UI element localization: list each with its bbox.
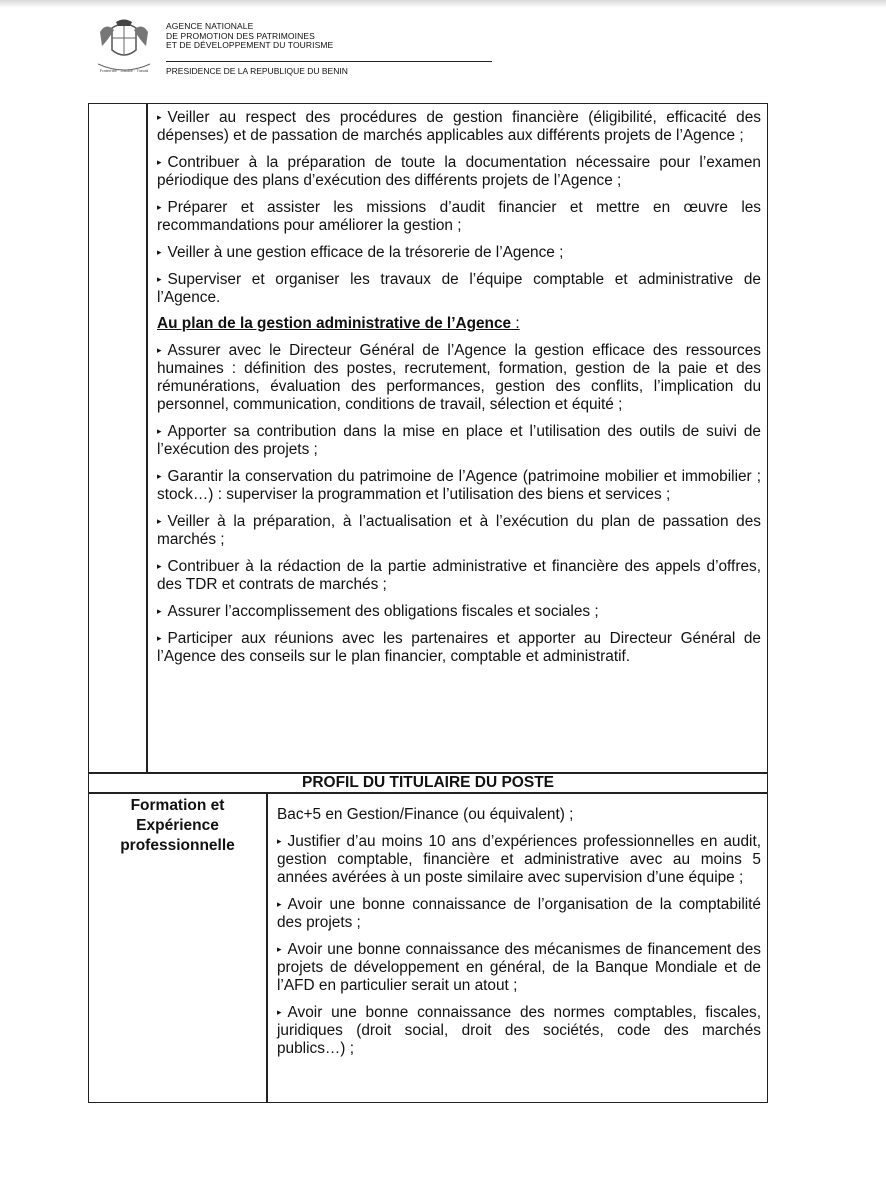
list-item: ▸ Contribuer à la préparation de toute la documentation nécessaire pour l’examen périodique des plans d’exécution des différents projets de l’Agence ; bbox=[157, 154, 761, 189]
bullet-arrow-icon: ▸ bbox=[157, 112, 162, 122]
benin-coat-of-arms-logo bbox=[92, 18, 156, 78]
profile-section-title: PROFIL DU TITULAIRE DU POSTE bbox=[301, 774, 555, 791]
bullet-arrow-icon: ▸ bbox=[277, 899, 282, 909]
bullet-arrow-icon: ▸ bbox=[157, 606, 162, 616]
list-item: ▸ Superviser et organiser les travaux de l’équipe comptable et administrative de l’Agence. bbox=[157, 271, 761, 306]
bullet-arrow-icon: ▸ bbox=[157, 633, 162, 643]
bullet-arrow-icon: ▸ bbox=[277, 944, 282, 954]
bullet-arrow-icon: ▸ bbox=[157, 426, 162, 436]
list-item: ▸ Garantir la conservation du patrimoine de l’Agence (patrimoine mobilier et immobilier ; stock…) : superviser la programmation et l’utilisation des biens et services ; bbox=[157, 468, 761, 503]
bullet-arrow-icon: ▸ bbox=[157, 247, 162, 257]
responsibilities-cell bbox=[157, 108, 761, 674]
list-item: Bac+5 en Gestion/Finance (ou équivalent) ; bbox=[277, 806, 574, 823]
bullet-arrow-icon: ▸ bbox=[157, 516, 162, 526]
svg-text:Fraternité · Justice · Travail: Fraternité · Justice · Travail bbox=[99, 68, 149, 73]
agency-line: ET DE DÉVELOPPEMENT DU TOURISME bbox=[166, 40, 334, 50]
column-divider bbox=[266, 793, 268, 1102]
bullet-arrow-icon: ▸ bbox=[277, 836, 282, 846]
list-item: ▸ Contribuer à la rédaction de la partie administrative et financière des appels d’offres, des TDR et contrats de marchés ; bbox=[157, 558, 761, 593]
list-item: ▸ Veiller à la préparation, à l’actualisation et à l’exécution du plan de passation des marchés ; bbox=[157, 513, 761, 548]
section-heading: Au plan de la gestion administrative de l’Agence : bbox=[157, 315, 520, 332]
list-item: ▸ Veiller à une gestion efficace de la trésorerie de l’Agence ; bbox=[157, 244, 564, 261]
list-item: ▸ Justifier d’au moins 10 ans d’expériences professionnelles en audit, gestion comptable, financière et administrative avec au moins 5 années avérées à un poste similaire avec supervision d’une équipe ; bbox=[277, 833, 761, 886]
list-item: ▸ Avoir une bonne connaissance des normes comptables, fiscales, juridiques (droit social, droit des sociétés, code des marchés publics…) ; bbox=[277, 1004, 761, 1057]
list-item: ▸ Avoir une bonne connaissance de l’organisation de la comptabilité des projets ; bbox=[277, 896, 761, 931]
presidence-label: PRESIDENCE DE LA REPUBLIQUE DU BENIN bbox=[166, 66, 348, 76]
bullet-arrow-icon: ▸ bbox=[157, 157, 162, 167]
header-divider bbox=[166, 61, 492, 62]
scan-top-shadow bbox=[0, 0, 886, 8]
column-divider bbox=[146, 104, 148, 772]
formation-cell bbox=[277, 806, 761, 1066]
list-item: ▸ Assurer l’accomplissement des obligations fiscales et sociales ; bbox=[157, 603, 599, 620]
list-item: ▸ Veiller au respect des procédures de gestion financière (éligibilité, efficacité des dépenses) et de passation de marchés applicables aux différents projets de l’Agence ; bbox=[157, 109, 761, 144]
bullet-arrow-icon: ▸ bbox=[157, 561, 162, 571]
list-item: ▸ Apporter sa contribution dans la mise en place et l’utilisation des outils de suivi de l’exécution des projets ; bbox=[157, 423, 761, 458]
row-divider bbox=[89, 792, 767, 794]
agency-line: DE PROMOTION DES PATRIMOINES bbox=[166, 30, 315, 41]
list-item: ▸ Assurer avec le Directeur Général de l’Agence la gestion efficace des ressources humaines : définition des postes, recrutement, formation, gestion de la paie et des rémunérations, évaluation des performances, gestion des conflits, l’implication du personnel, communication, conditions de travail, sélection et équité ; bbox=[157, 342, 761, 413]
list-item: ▸ Participer aux réunions avec les partenaires et apporter au Directeur Général de l’Agence des conseils sur le plan financier, comptable et administratif. bbox=[157, 630, 761, 665]
letterhead bbox=[92, 18, 512, 78]
list-item: ▸ Avoir une bonne connaissance des mécanismes de financement des projets de développement en général, de la Banque Mondiale et de l’AFD en particulier serait un atout ; bbox=[277, 941, 761, 994]
bullet-arrow-icon: ▸ bbox=[157, 345, 162, 355]
agency-line: AGENCE NATIONALE bbox=[166, 21, 254, 31]
bullet-arrow-icon: ▸ bbox=[157, 202, 162, 212]
bullet-arrow-icon: ▸ bbox=[157, 274, 162, 284]
formation-label: Formation et Expérience professionnelle bbox=[120, 797, 235, 854]
list-item: ▸ Préparer et assister les missions d’audit financier et mettre en œuvre les recommandations pour améliorer la gestion ; bbox=[157, 199, 761, 234]
agency-name bbox=[166, 22, 333, 51]
bullet-arrow-icon: ▸ bbox=[157, 471, 162, 481]
job-description-table bbox=[88, 103, 768, 1103]
bullet-arrow-icon: ▸ bbox=[277, 1007, 282, 1017]
